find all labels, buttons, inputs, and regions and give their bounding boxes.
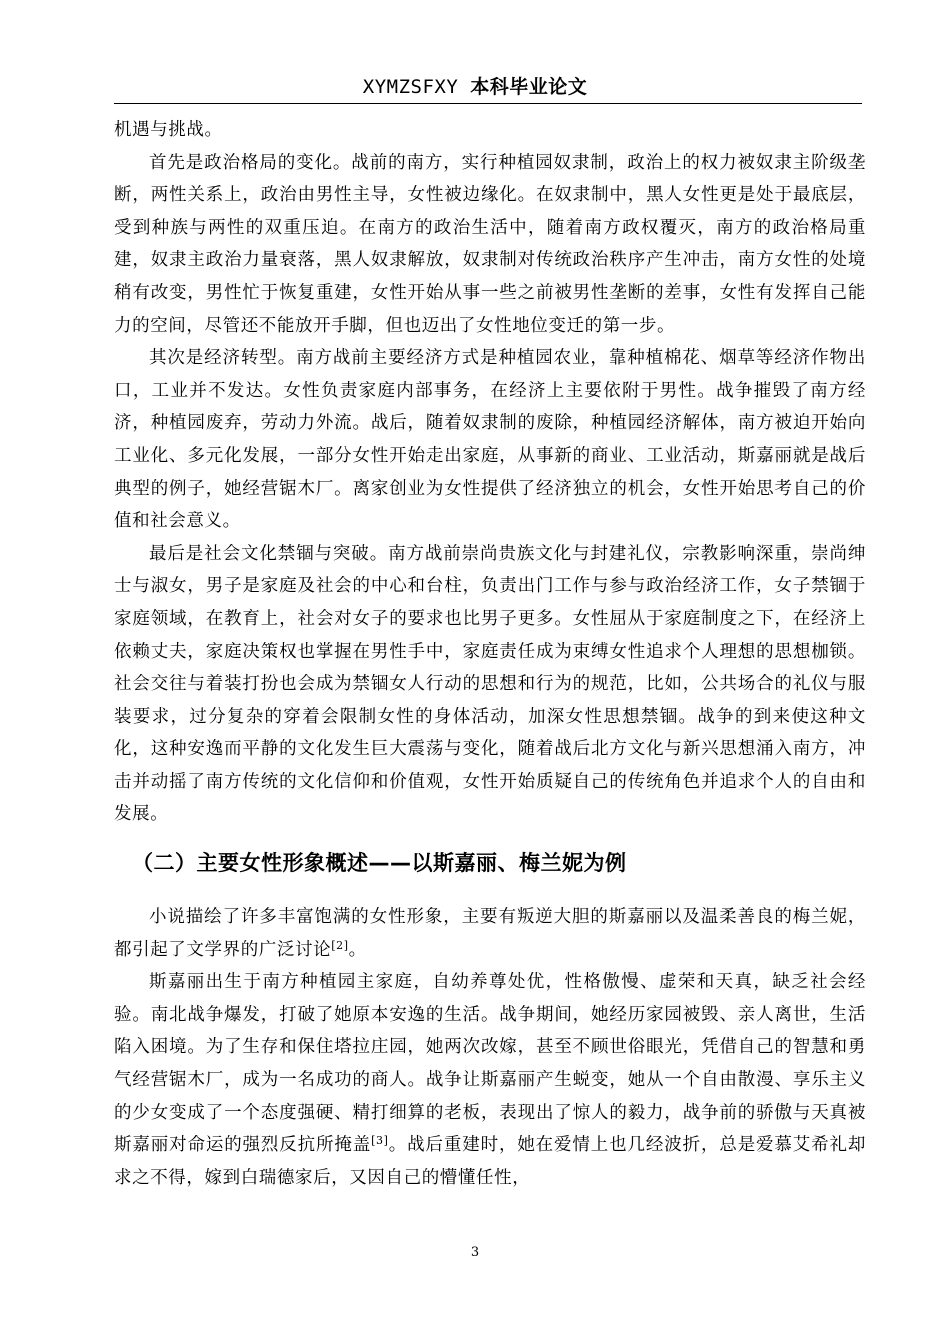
paragraph-scarlett: [114, 966, 866, 1194]
paragraph-cultural: 最后是社会文化禁锢与突破。南方战前崇尚贵族文化与封建礼仪，宗教影响深重，崇尚绅士与淑女，男子是家庭及社会的中心和台柱，负责出门工作与参与政治经济工作，女子禁锢于家庭领域，在教育上，社会对女子的要求也比男子更多。女性屈从于家庭制度之下，在经济上依赖丈夫，家庭决策权也掌握在男性手中，家庭责任成为束缚女性追求个人理想的思想枷锁。社会交往与着装打扮也会成为禁锢女人行动的思想和行为的规范，比如，公共场合的礼仪与服装要求，过分复杂的穿着会限制女性的身体活动，加深女性思想禁锢。战争的到来使这种文化，这种安逸而平静的文化发生巨大震荡与变化，随着战后北方文化与新兴思想涌入南方，冲击并动摇了南方传统的文化信仰和价值观，女性开始质疑自己的传统角色并追求个人的自由和发展。: [114, 543, 866, 825]
scarlett-text: 斯嘉丽出生于南方种植园主家庭，自幼养尊处优，性格傲慢、虚荣和天真，缺乏社会经验。南北战争爆发，打破了她原本安逸的生活。战争期间，她经历家园被毁、亲人离世，生活陷入困境。为了生存和保住塔拉庄园，她两次改嫁，甚至不顾世俗眼光，凭借自己的智慧和勇气经营锯木厂，成为一名成功的商人。战争让斯嘉丽产生蜕变，她从一个自由散漫、享乐主义的少女变成了一个态度强硬、精打细算的老板，表现出了惊人的毅力，战争前的骄傲与天真被斯嘉丽对命运的强烈反抗所掩盖: [114, 972, 866, 1156]
citation-2: [2]: [331, 938, 349, 952]
section-heading: （二）主要女性形象概述——以斯嘉丽、梅兰妮为例: [132, 851, 627, 876]
overview-end: 。: [348, 939, 367, 960]
body-text: [114, 114, 866, 1194]
overview-text: 小说描绘了许多丰富饱满的女性形象，主要有叛逆大胆的斯嘉丽以及温柔善良的梅兰妮，都引起了文学界的广泛讨论: [114, 907, 866, 960]
citation-3: [3]: [371, 1134, 389, 1148]
paragraph-political: 首先是政治格局的变化。战前的南方，实行种植园奴隶制，政治上的权力被奴隶主阶级垄断，两性关系上，政治由男性主导，女性被边缘化。在奴隶制中，黑人女性更是处于最底层，受到种族与两性的双重压迫。在南方的政治生活中，随着南方政权覆灭，南方的政治格局重建，奴隶主政治力量衰落，黑人奴隶解放，奴隶制对传统政治秩序产生冲击，南方女性的处境稍有改变，男性忙于恢复重建，女性开始从事一些之前被男性垄断的差事，女性有发挥自己能力的空间，尽管还不能放开手脚，但也迈出了女性地位变迁的第一步。: [114, 152, 866, 336]
paragraph-economic: 其次是经济转型。南方战前主要经济方式是种植园农业，靠种植棉花、烟草等经济作物出口，工业并不发达。女性负责家庭内部事务，在经济上主要依附于男性。战争摧毁了南方经济，种植园废弃，劳动力外流。战后，随着奴隶制的废除，种植园经济解体，南方被迫开始向工业化、多元化发展，一部分女性开始走出家庭，从事新的商业、工业活动，斯嘉丽就是战后典型的例子，她经营锯木厂。离家创业为女性提供了经济独立的机会，女性开始思考自己的价值和社会意义。: [114, 348, 866, 532]
header-latin: XYMZSFXY: [362, 76, 459, 98]
paragraph-overview: [114, 901, 866, 966]
running-header: [0, 72, 950, 99]
header-chinese: 本科毕业论文: [470, 76, 588, 98]
header-rule: [114, 103, 862, 104]
page-number: 3: [470, 1245, 480, 1260]
scarlett-end: 。战后重建时，她在爱情上也几经波折，总是爱慕艾希礼却求之不得，嫁到白瑞德家后，又因自己的懵懂任性，: [114, 1135, 866, 1188]
paragraph-continuation: 机遇与挑战。: [114, 120, 223, 140]
